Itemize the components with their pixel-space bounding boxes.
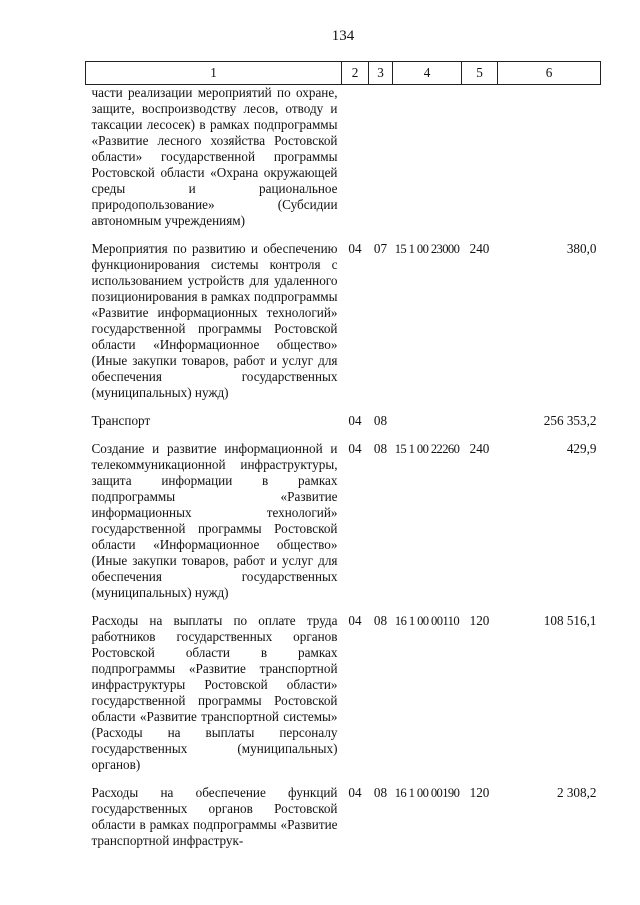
column-header: 6 — [498, 62, 601, 85]
row-section-code: 04 — [348, 413, 362, 428]
row-description: части реализации мероприятий по охране, защите, воспроизводству лесов, отводу и таксации лесосек) в рамках подпрограммы «Развитие лесного хозяйства Ростовской области» государственной программы Ростовской области «Охрана окружающей среды и рациональное природопользование» (Субсидии автономным учреждениям) — [91, 85, 338, 228]
table-row — [86, 85, 601, 242]
row-section-code — [342, 85, 369, 242]
row-target-code: 16 1 00 00190 — [394, 786, 460, 800]
table-row — [86, 785, 601, 861]
page-number: 134 — [331, 28, 355, 44]
row-expense-type-code: 120 — [469, 613, 490, 628]
row-subsection-code: 08 — [373, 413, 388, 428]
row-subsection-code: 08 — [373, 613, 388, 628]
row-amount: 256 353,2 — [543, 413, 597, 428]
table-row — [86, 613, 601, 785]
row-section-code: 04 — [348, 241, 362, 256]
row-subsection-code: 07 — [373, 241, 388, 256]
row-section-code: 04 — [348, 441, 362, 456]
row-amount: 2 308,2 — [556, 785, 597, 800]
row-amount: 429,9 — [566, 441, 597, 456]
row-description: Мероприятия по развитию и обеспечению функционирования системы контроля с использованием устройств для удаленного позиционирования в рамках подпрограммы «Развитие информационных технологий» государственной программы Ростовской области «Информационное общество» (Иные закупки товаров, работ и услуг для обеспечения государственных (муниципальных) нужд) — [91, 241, 338, 400]
row-target-code — [393, 85, 462, 242]
row-amount — [498, 85, 601, 242]
budget-table — [85, 61, 601, 861]
table-row — [86, 441, 601, 613]
row-amount: 380,0 — [566, 241, 597, 256]
column-header: 1 — [86, 62, 342, 85]
row-subsection-code — [369, 85, 393, 242]
row-description: Расходы на выплаты по оплате труда работников государственных органов Ростовской области в рамках подпрограммы «Развитие транспортной инфраструктуры Ростовской области» государственной программы Ростовской области «Развитие транспортной системы» (Расходы на выплаты персоналу государственных (муниципальных) органов) — [91, 613, 338, 772]
row-target-code — [393, 413, 462, 441]
row-subsection-code: 08 — [373, 441, 388, 456]
row-target-code: 16 1 00 00110 — [394, 614, 460, 628]
row-expense-type-code: 240 — [469, 241, 490, 256]
row-target-code: 15 1 00 22260 — [394, 442, 460, 456]
row-section-code: 04 — [348, 613, 362, 628]
row-expense-type-code: 240 — [469, 441, 490, 456]
row-expense-type-code: 120 — [469, 785, 490, 800]
table-row — [86, 241, 601, 413]
row-description: Создание и развитие информационной и телекоммуникационной инфраструктуры, защита информации в рамках подпрограммы «Развитие информационных технологий» государственной программы Ростовской области «Информационное общество» (Иные закупки товаров, работ и услуг для обеспечения государственных (муниципальных) нужд) — [91, 441, 338, 600]
column-header: 4 — [393, 62, 462, 85]
row-expense-type-code — [462, 413, 498, 441]
row-description: Транспорт — [91, 413, 151, 428]
table-row — [86, 413, 601, 441]
column-header: 5 — [462, 62, 498, 85]
row-target-code: 15 1 00 23000 — [394, 242, 460, 256]
row-expense-type-code — [462, 85, 498, 242]
row-amount: 108 516,1 — [543, 613, 597, 628]
row-section-code: 04 — [348, 785, 362, 800]
column-header: 2 — [342, 62, 369, 85]
table-header-row — [86, 62, 601, 85]
row-subsection-code: 08 — [373, 785, 388, 800]
row-description: Расходы на обеспечение функций государственных органов Ростовской области в рамках подпрограммы «Развитие транспортной инфраструк- — [91, 785, 338, 848]
column-header: 3 — [369, 62, 393, 85]
